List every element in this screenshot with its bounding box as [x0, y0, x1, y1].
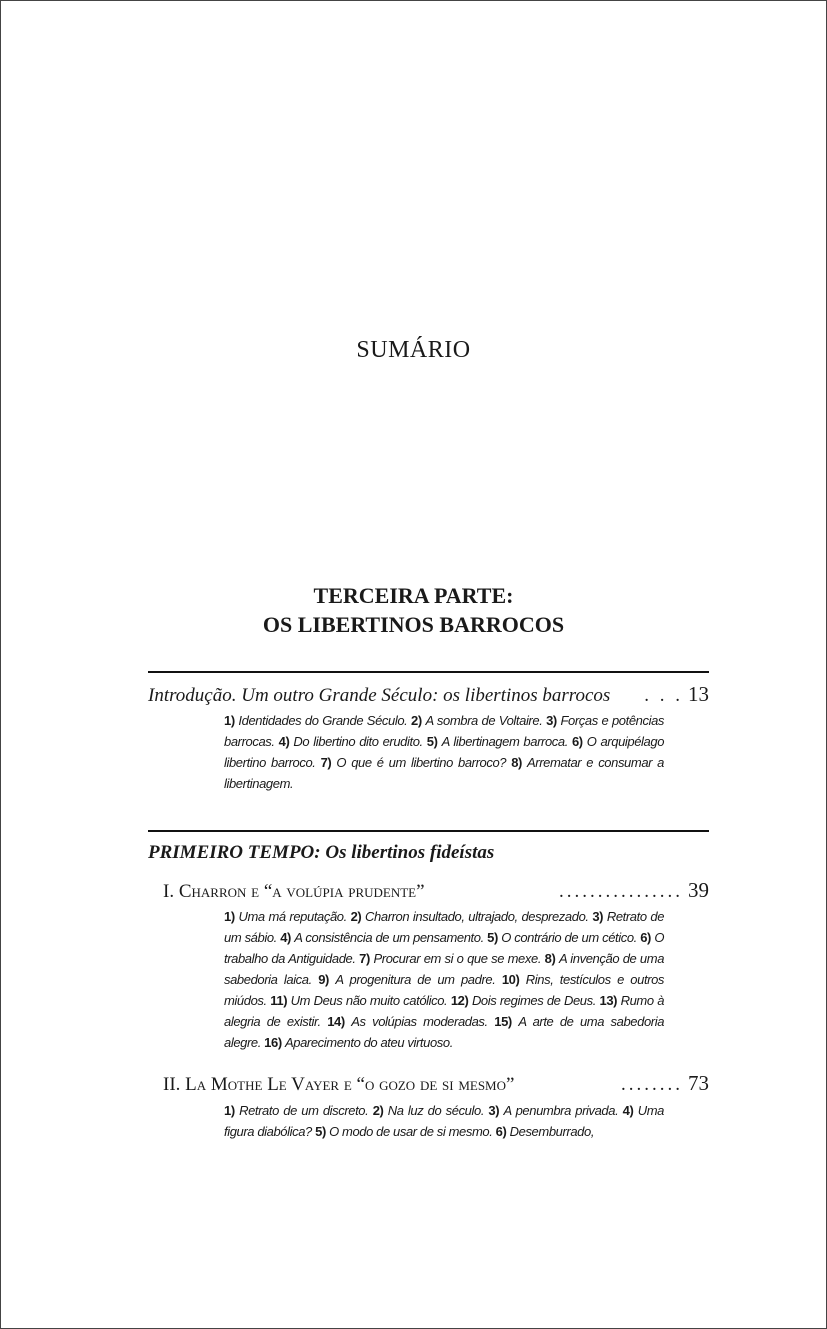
section-heading: PRIMEIRO TEMPO: Os libertinos fideístas — [148, 842, 495, 863]
toc-entry-introduction[interactable] — [148, 682, 709, 706]
toc-entry-chapter-1[interactable] — [148, 878, 709, 902]
toc-page-number: 39 — [688, 878, 709, 902]
summary-line: 1) Uma má reputação. 2) Charron insultado, ultrajado, desprezado. 3) Retrato de um sábio. 4) A consistência de um pensamento. 5) O contrário de um cético. 6) O trabalho da Antiguidade. 7) Procurar em si o que se mexe. 8) A invenção de uma sabedoria laica. 9) A progenitura de um padre. 10) Rins, testículos e outros miúdos. 11) Um Deus não muito católico. 12) Dois regimes de Deus. 13) Rumo à alegria de existir. 14) As volúpias moderadas. 15) A arte de uma sabedoria alegre. 16) Aparecimento do ateu virtuoso. — [224, 909, 665, 1050]
toc-entry-summary — [224, 710, 664, 794]
summary-line: 1) Retrato de um discreto. 2) Na luz do século. 3) A penumbra privada. 4) Uma figura diabólica? 5) O modo de usar de si mesmo. 6) Desemburrado, — [224, 1103, 664, 1139]
part-title — [1, 581, 826, 639]
part-title-line-1: TERCEIRA PARTE: — [313, 583, 514, 608]
divider-rule — [148, 671, 709, 673]
toc-entry-label: Introdução. Um outro Grande Século: os libertinos barrocos — [148, 685, 611, 706]
page-title: SUMÁRIO — [356, 337, 471, 363]
toc-entry-label: I. Charron e “a volúpia prudente” — [163, 881, 425, 902]
toc-page-number: 73 — [688, 1071, 709, 1095]
divider-rule — [148, 830, 709, 832]
toc-page-number: 13 — [688, 682, 709, 706]
leader-dots: ........ — [621, 1074, 683, 1095]
leader-dots: ................ — [559, 881, 683, 902]
summary-line: 1) Identidades do Grande Século. 2) A sombra de Voltaire. 3) Forças e potências barrocas. 4) Do libertino dito erudito. 5) A libertinagem barroca. 6) O arquipélago libertino barroco. 7) O que é um libertino barroco? 8) Arrematar e consumar a libertinagem. — [224, 713, 665, 791]
toc-entry-label: II. La Mothe Le Vayer e “o gozo de si mesmo” — [163, 1074, 515, 1095]
leader-dots: . . . — [644, 685, 683, 706]
toc-entry-summary — [224, 1100, 664, 1142]
toc-entry-chapter-2[interactable] — [148, 1071, 709, 1095]
part-title-line-2: OS LIBERTINOS BARROCOS — [262, 612, 565, 637]
toc-entry-summary — [224, 906, 664, 1053]
